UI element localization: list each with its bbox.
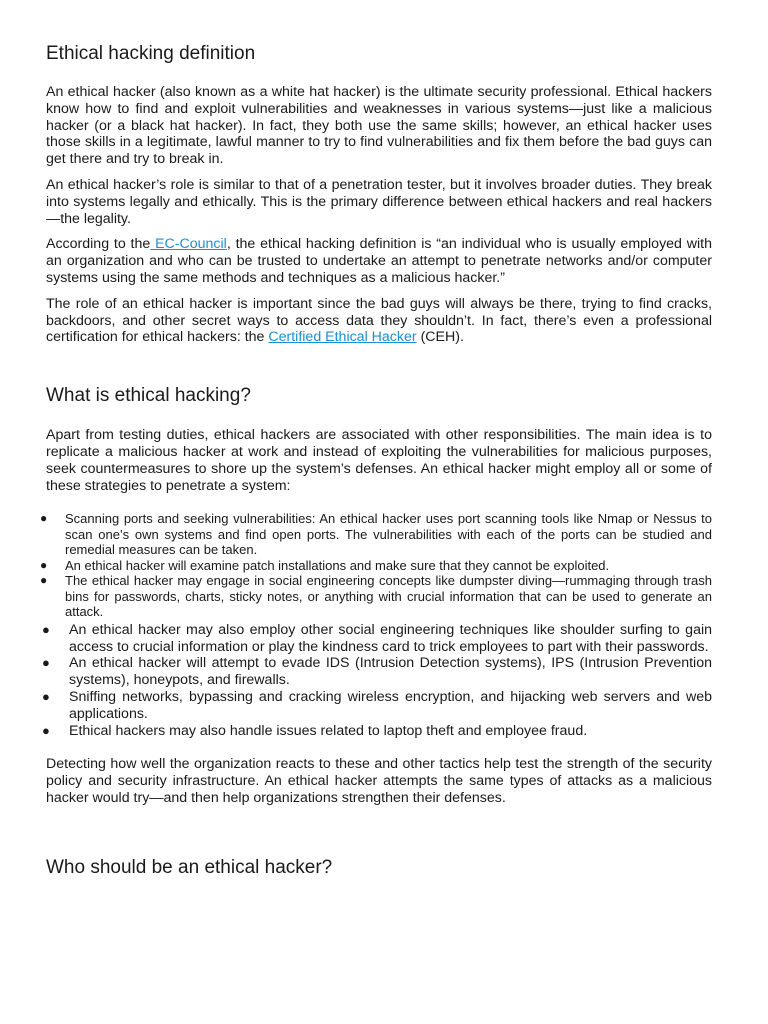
list-item: ● The ethical hacker may engage in social engineering concepts like dumpster diving—rummaging through trash bins for passwords, charts, sticky notes, or anything with crucial information that can be used to generate an attack. bbox=[40, 573, 712, 620]
bullet-icon: ● bbox=[42, 689, 50, 705]
paragraph-what-is-intro: Apart from testing duties, ethical hackers are associated with other responsibilities. The main idea is to replicate a malicious hacker at work and instead of exploiting the vulnerabilities for malicious purposes, seek countermeasures to shore up the system’s defenses. An ethical hacker might employ all or some of these strategies to penetrate a system: bbox=[46, 427, 712, 494]
ec-council-quote: , the ethical hacking definition is “an individual who is usually employed with an organization and who can be trusted to undertake an attempt to penetrate networks and/or computer systems using the same methods and techniques as a malicious hacker.” bbox=[46, 236, 712, 286]
ec-council-link[interactable]: EC-Council bbox=[150, 236, 227, 253]
bullet-icon: ● bbox=[42, 722, 50, 738]
paragraph-definition: An ethical hacker (also known as a white hat hacker) is the ultimate security professional. Ethical hackers know how to find and exploit vulnerabilities and weaknesses in various systems—just like a malicious hacker (or a black hat hacker). In fact, they both use the same skills; however, an ethical hacker uses those skills in a legitimate, lawful manner to try to find vulnerabilities and fix them before the bad guys can get there and try to break in. bbox=[46, 84, 712, 168]
list-item: ● An ethical hacker will attempt to evade IDS (Intrusion Detection systems), IPS (Intrusion Prevention systems), honeypots, and firewalls. bbox=[42, 655, 712, 689]
bullet-icon: ● bbox=[42, 621, 50, 637]
ceh-suffix: (CEH). bbox=[416, 329, 464, 346]
bullet-icon: ● bbox=[40, 557, 48, 572]
bullet-icon: ● bbox=[42, 655, 50, 671]
list-item: ● Scanning ports and seeking vulnerabilities: An ethical hacker uses port scanning tools like Nmap or Nessus to scan one’s own systems and find open ports. The vulnerabilities with each of the ports can be studied and remedial measures can be taken. bbox=[40, 511, 712, 558]
strategies-list-small bbox=[40, 511, 712, 620]
bullet-icon: ● bbox=[40, 511, 48, 526]
paragraph-ceh bbox=[46, 296, 712, 346]
heading-who-should-be: Who should be an ethical hacker? bbox=[46, 856, 333, 878]
ceh-link[interactable]: Certified Ethical Hacker bbox=[268, 329, 417, 346]
list-item: ● Ethical hackers may also handle issues related to laptop theft and employee fraud. bbox=[42, 722, 588, 739]
list-item: ● Sniffing networks, bypassing and cracking wireless encryption, and hijacking web servers and web applications. bbox=[42, 689, 712, 722]
paragraph-closing: Detecting how well the organization reacts to these and other tactics help test the strength of the security policy and security infrastructure. An ethical hacker attempts the same types of attacks as a malicious hacker would try—and then help organizations strengthen their defenses. bbox=[46, 756, 712, 807]
heading-ethical-hacking-definition: Ethical hacking definition bbox=[46, 43, 256, 64]
paragraph-role: An ethical hacker’s role is similar to that of a penetration tester, but it involves broader duties. They break into systems legally and ethically. This is the primary difference between ethical hackers and real hackers—the legality. bbox=[46, 176, 712, 227]
ec-council-prefix: According to the bbox=[46, 236, 151, 253]
ceh-prefix: The role of an ethical hacker is important since the bad guys will always be there, trying to find cracks, backdoors, and other secret ways to access data they shouldn’t. In fact, there’s even a professional certification for ethical hackers: the bbox=[46, 295, 712, 346]
bullet-icon: ● bbox=[40, 573, 48, 588]
paragraph-ec-council bbox=[46, 236, 712, 286]
strategies-list-large bbox=[42, 621, 712, 740]
document-page bbox=[40, 40, 712, 880]
list-item: ● An ethical hacker will examine patch installations and make sure that they cannot be exploited. bbox=[40, 557, 610, 573]
heading-what-is-ethical-hacking: What is ethical hacking? bbox=[46, 385, 251, 407]
list-item: ● An ethical hacker may also employ other social engineering techniques like shoulder surfing to gain access to crucial information or play the kindness card to trick employees to part with their passwords. bbox=[42, 621, 712, 655]
